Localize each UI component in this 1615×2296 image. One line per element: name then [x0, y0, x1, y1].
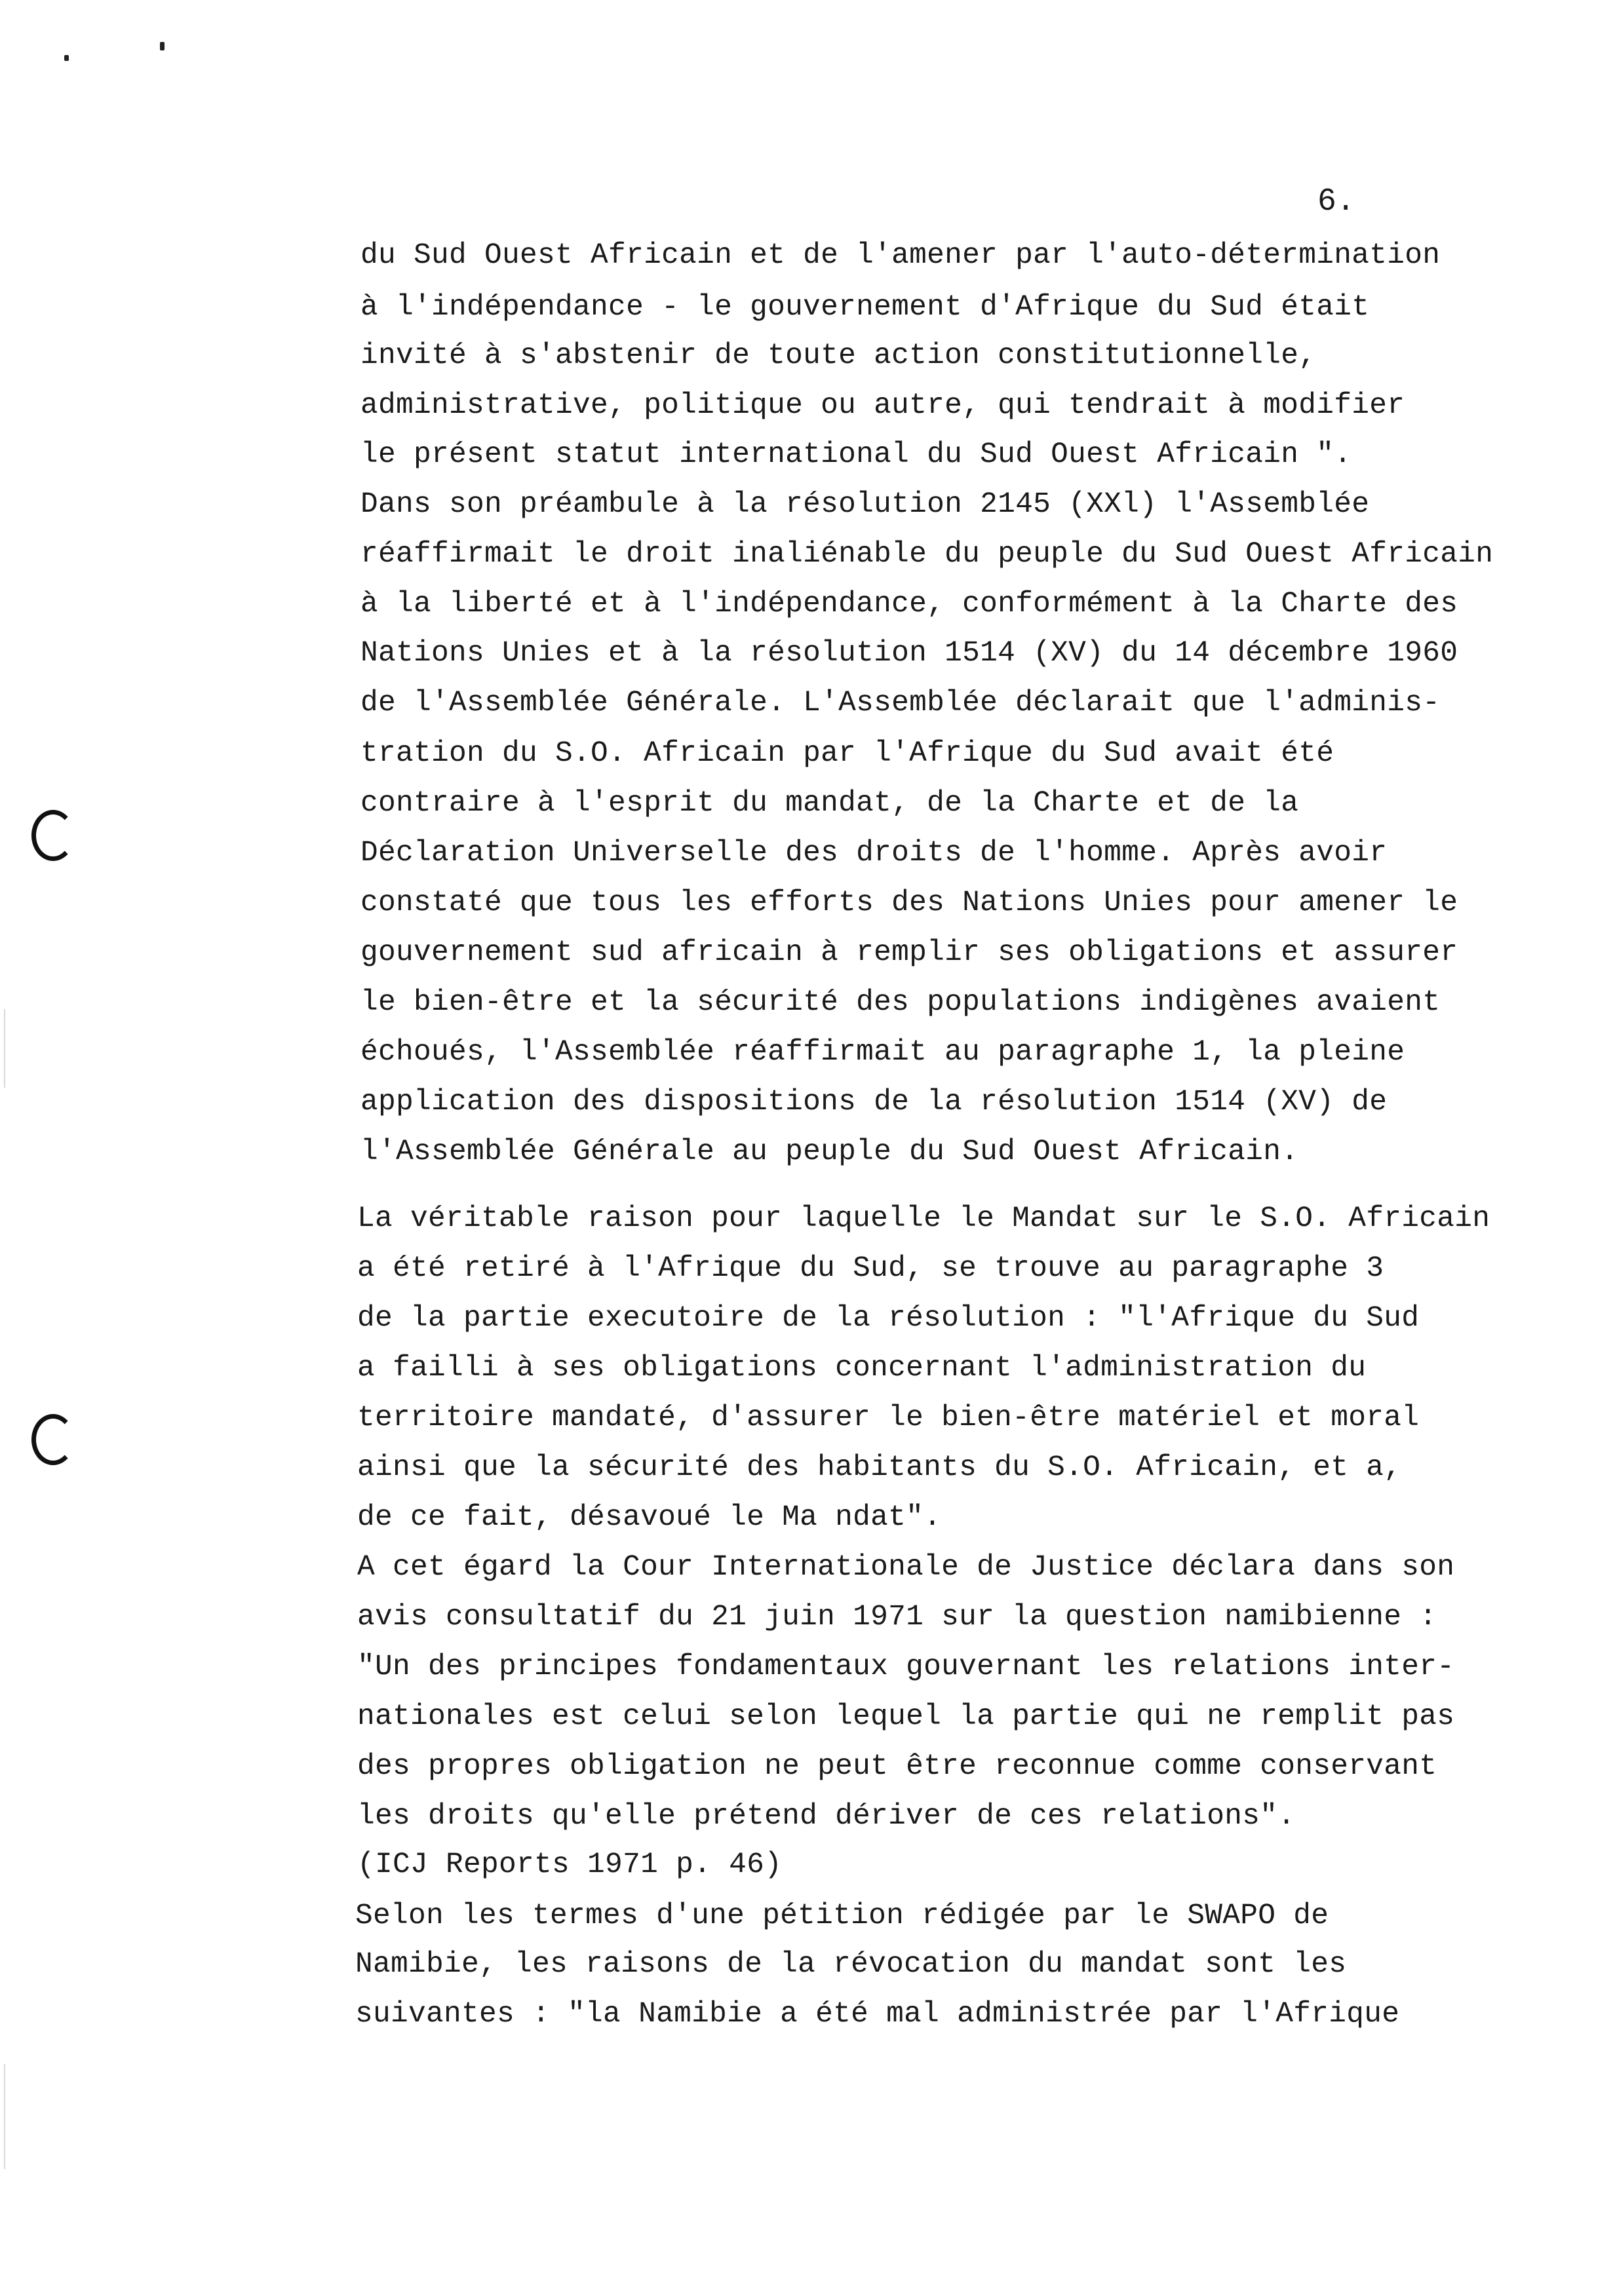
text-line: de ce fait, désavoué le Ma ndat". [357, 1501, 942, 1534]
text-line: Nations Unies et à la résolution 1514 (XV) du 14 décembre 1960 [360, 637, 1458, 670]
text-line: territoire mandaté, d'assurer le bien-être matériel et moral [357, 1402, 1420, 1434]
text-line: tration du S.O. Africain par l'Afrique du Sud avait été [360, 737, 1334, 770]
text-line: application des dispositions de la résolution 1514 (XV) de [360, 1086, 1388, 1119]
text-line: les droits qu'elle prétend dériver de ces relations". [357, 1800, 1296, 1833]
punch-hole [31, 810, 75, 861]
scan-speck [160, 42, 165, 50]
text-line: a failli à ses obligations concernant l'administration du [357, 1352, 1367, 1385]
scan-speck [64, 55, 69, 61]
text-line: Dans son préambule à la résolution 2145 (XXl) l'Assemblée [360, 488, 1370, 521]
text-line: invité à s'abstenir de toute action constitutionnelle, [360, 339, 1317, 372]
text-line: "Un des principes fondamentaux gouvernant les relations inter- [357, 1651, 1455, 1683]
text-line: nationales est celui selon lequel la partie qui ne remplit pas [357, 1700, 1455, 1733]
text-line: échoués, l'Assemblée réaffirmait au paragraphe 1, la pleine [360, 1036, 1405, 1069]
page-number: 6. [1317, 184, 1355, 220]
text-line: administrative, politique ou autre, qui tendrait à modifier [360, 389, 1405, 422]
text-line: des propres obligation ne peut être reconnue comme conservant [357, 1750, 1437, 1783]
text-line: (ICJ Reports 1971 p. 46) [357, 1848, 783, 1881]
text-line: de l'Assemblée Générale. L'Assemblée déclarait que l'adminis- [360, 687, 1441, 719]
text-line: à l'indépendance - le gouvernement d'Afrique du Sud était [360, 291, 1370, 324]
scan-edge [4, 2064, 5, 2169]
text-line: avis consultatif du 21 juin 1971 sur la question namibienne : [357, 1601, 1437, 1634]
text-line: A cet égard la Cour Internationale de Justice déclara dans son [357, 1551, 1455, 1584]
text-line: gouvernement sud africain à remplir ses obligations et assurer [360, 936, 1458, 969]
text-line: Namibie, les raisons de la révocation du mandat sont les [355, 1948, 1347, 1981]
punch-hole [31, 1414, 75, 1465]
text-line: réaffirmait le droit inaliénable du peuple du Sud Ouest Africain [360, 538, 1494, 571]
text-line: le bien-être et la sécurité des populations indigènes avaient [360, 986, 1441, 1019]
text-line: Déclaration Universelle des droits de l'homme. Après avoir [360, 837, 1388, 870]
text-line: à la liberté et à l'indépendance, conformément à la Charte des [360, 588, 1458, 621]
text-line: suivantes : "la Namibie a été mal administrée par l'Afrique [355, 1998, 1400, 2031]
text-line: du Sud Ouest Africain et de l'amener par l'auto-détermination [360, 239, 1441, 272]
text-line: ainsi que la sécurité des habitants du S.O. Africain, et a, [357, 1451, 1402, 1484]
text-line: a été retiré à l'Afrique du Sud, se trouve au paragraphe 3 [357, 1252, 1384, 1285]
text-line: l'Assemblée Générale au peuple du Sud Ouest Africain. [360, 1136, 1299, 1168]
text-line: contraire à l'esprit du mandat, de la Charte et de la [360, 787, 1299, 820]
text-line: de la partie executoire de la résolution : "l'Afrique du Sud [357, 1302, 1420, 1335]
text-line: le présent statut international du Sud Ouest Africain ". [360, 438, 1352, 471]
text-line: constaté que tous les efforts des Nations Unies pour amener le [360, 887, 1458, 919]
text-line: La véritable raison pour laquelle le Mandat sur le S.O. Africain [357, 1202, 1490, 1235]
scan-edge [4, 1009, 5, 1088]
text-line: Selon les termes d'une pétition rédigée par le SWAPO de [355, 1900, 1329, 1932]
